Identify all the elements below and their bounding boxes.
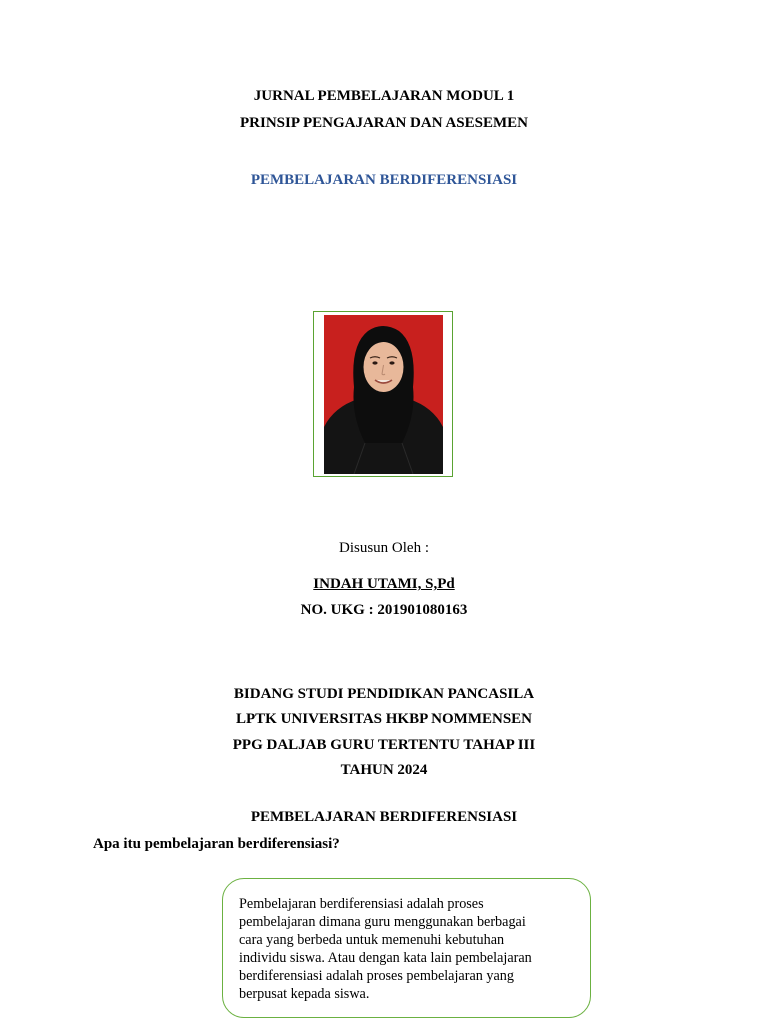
topic-title: PEMBELAJARAN BERDIFERENSIASI — [250, 172, 518, 188]
definition-box — [222, 878, 591, 1018]
journal-title-line-1: JURNAL PEMBELAJARAN MODUL 1 — [253, 88, 515, 104]
definition-line: individu siswa. Atau dengan kata lain pembelajaran — [239, 950, 532, 966]
definition-line: berdiferensiasi adalah proses pembelajaran yang — [239, 968, 514, 984]
author-name: INDAH UTAMI, S,Pd — [313, 576, 455, 592]
author-photo — [324, 315, 443, 474]
definition-text — [239, 895, 570, 1003]
photo-frame — [313, 311, 453, 477]
journal-title-line-2: PRINSIP PENGAJARAN DAN ASESEMEN — [240, 115, 528, 131]
definition-line: Pembelajaran berdiferensiasi adalah proses — [239, 896, 484, 912]
question-heading: Apa itu pembelajaran berdiferensiasi? — [93, 836, 340, 852]
institution-line-3: PPG DALJAB GURU TERTENTU TAHAP III — [232, 737, 536, 753]
institution-line-2: LPTK UNIVERSITAS HKBP NOMMENSEN — [235, 711, 532, 727]
definition-line: cara yang berbeda untuk memenuhi kebutuhan — [239, 932, 505, 948]
definition-line: pembelajaran dimana guru menggunakan berbagai — [239, 914, 526, 930]
portrait-image — [324, 315, 443, 474]
institution-line-1: BIDANG STUDI PENDIDIKAN PANCASILA — [233, 686, 535, 702]
section-title: PEMBELAJARAN BERDIFERENSIASI — [250, 809, 518, 825]
institution-year: TAHUN 2024 — [340, 762, 428, 778]
compiled-by-label: Disusun Oleh : — [339, 540, 429, 556]
author-name-wrapper — [0, 576, 768, 592]
definition-line: berpusat kepada siswa. — [239, 986, 370, 1002]
ukg-number: NO. UKG : 201901080163 — [300, 602, 468, 618]
